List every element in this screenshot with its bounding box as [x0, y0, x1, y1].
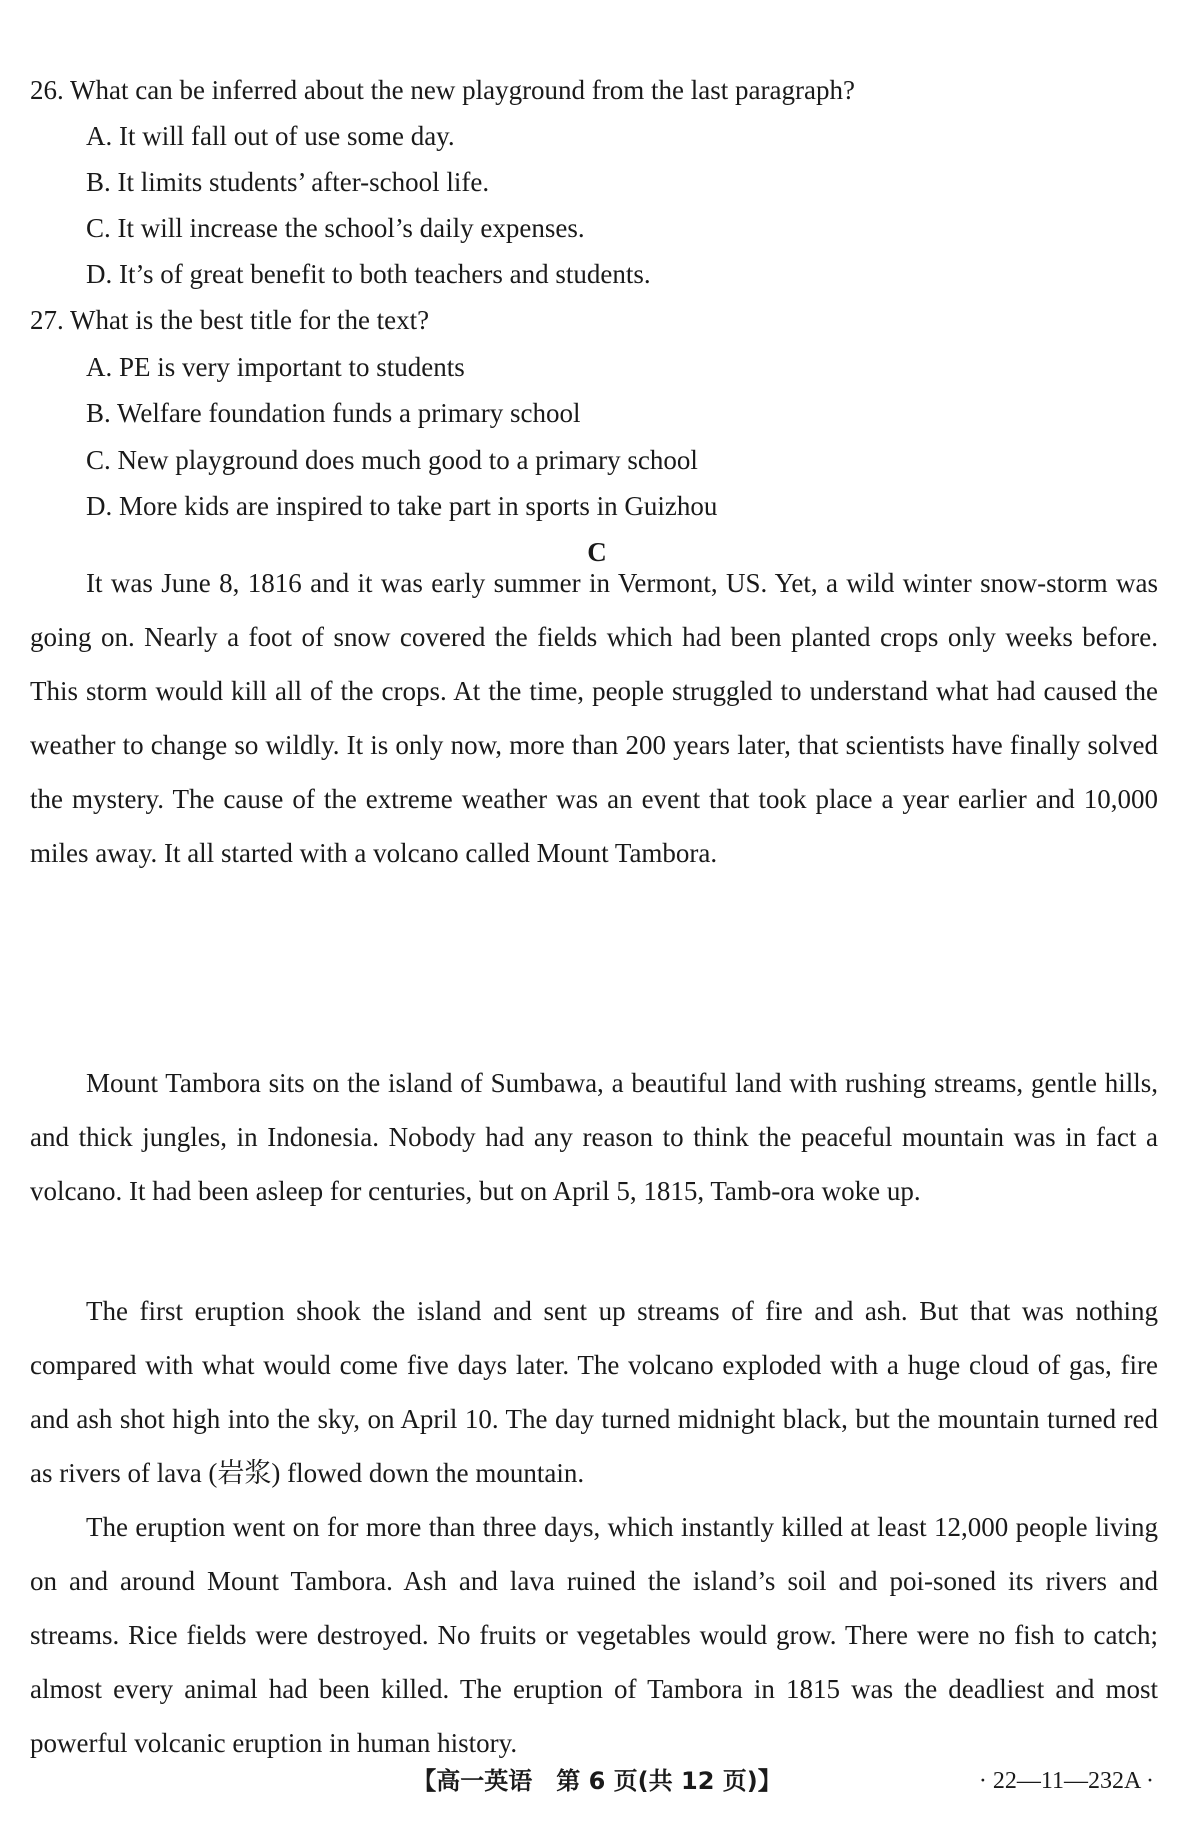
question-26-option-c: C. It will increase the school’s daily expenses.	[86, 213, 585, 243]
question-26-option-b: B. It limits students’ after-school life.	[86, 167, 490, 197]
question-27-stem: 27. What is the best title for the text?	[30, 305, 430, 335]
passage-paragraph-2: Mount Tambora sits on the island of Sumbawa, a beautiful land with rushing streams, gentle hills, and thick jungles, in Indonesia. Nobody had any reason to think the peaceful mountain was in fact a volcano. It had been asleep for centuries, but on April 5, 1815, Tamb-ora woke up.	[30, 1068, 1158, 1206]
passage-paragraph-3: The first eruption shook the island and sent up streams of fire and ash. But that was nothing compared with what would come five days later. The volcano exploded with a huge cloud of gas, fire and ash shot high into the sky, on April 10. The day turned midnight black, but the mountain turned red as rivers of lava (岩浆) flowed down the mountain.	[30, 1296, 1158, 1488]
question-27-option-a: A. PE is very important to students	[86, 352, 465, 382]
question-26-option-d: D. It’s of great benefit to both teachers and students.	[86, 259, 651, 289]
page-footer-code: · 22—11—232A ·	[978, 1768, 1154, 1794]
passage-paragraph-4: The eruption went on for more than three days, which instantly killed at least 12,000 people living on and around Mount Tambora. Ash and lava ruined the island’s soil and poi-soned its rivers and streams. Rice fields were destroyed. No fruits or vegetables would grow. There were no fish to catch; almost every animal had been killed. The eruption of Tambora in 1815 was the deadliest and most powerful volcanic eruption in human history.	[30, 1512, 1158, 1758]
page-footer-label: 【高一英语 第 6 页(共 12 页)】	[412, 1767, 782, 1795]
question-27-option-c: C. New playground does much good to a primary school	[86, 445, 698, 475]
question-26-stem: 26. What can be inferred about the new playground from the last paragraph?	[30, 75, 855, 105]
question-26-option-a: A. It will fall out of use some day.	[86, 121, 455, 151]
passage-paragraph-1: It was June 8, 1816 and it was early summer in Vermont, US. Yet, a wild winter snow-storm was going on. Nearly a foot of snow covered the fields which had been planted crops only weeks before. This storm would kill all of the crops. At the time, people struggled to understand what had caused the weather to change so wildly. It is only now, more than 200 years later, that scientists have finally solved the mystery. The cause of the extreme weather was an event that took place a year earlier and 10,000 miles away. It all started with a volcano called Mount Tambora.	[30, 568, 1158, 868]
question-27-option-b: B. Welfare foundation funds a primary school	[86, 398, 581, 428]
section-heading: C	[587, 537, 607, 567]
question-27-option-d: D. More kids are inspired to take part in sports in Guizhou	[86, 491, 718, 521]
